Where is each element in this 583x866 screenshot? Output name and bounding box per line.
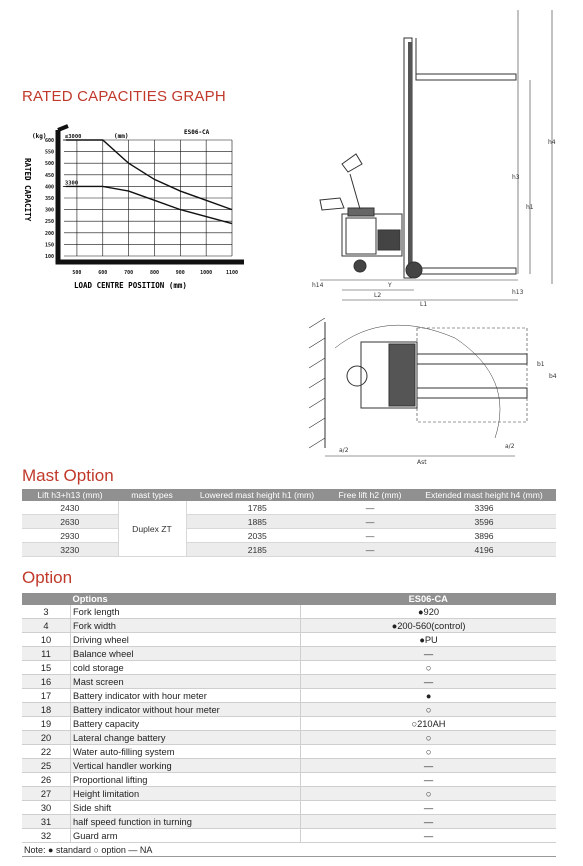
- option-value-cell: ●PU: [301, 633, 557, 647]
- table-row: [22, 759, 556, 773]
- label-y: Y: [388, 282, 392, 289]
- option-name-cell: Battery capacity: [71, 717, 301, 731]
- mast-header-lowered: Lowered mast height h1 (mm): [186, 489, 328, 501]
- x-tick-label: 700: [124, 270, 134, 276]
- chart-frame: [58, 130, 244, 262]
- option-number-cell: 26: [22, 773, 71, 787]
- option-number-cell: 32: [22, 829, 71, 843]
- table-row: [22, 745, 556, 759]
- free-cell: —: [328, 543, 412, 557]
- option-number-cell: 31: [22, 815, 71, 829]
- battery-box: [378, 230, 400, 250]
- y-tick-label: 400: [44, 184, 54, 191]
- table-row: [22, 815, 556, 829]
- option-name-cell: Side shift: [71, 801, 301, 815]
- table-row: [22, 661, 556, 675]
- x-tick-label: 800: [149, 270, 159, 276]
- option-name-cell: Battery indicator with hour meter: [71, 689, 301, 703]
- extended-cell: 4196: [412, 543, 556, 557]
- mast-header-free: Free lift h2 (mm): [328, 489, 412, 501]
- lift-cell: 2630: [22, 515, 118, 529]
- mast-type-cell: Duplex ZT: [118, 501, 186, 557]
- lowered-cell: 1785: [186, 501, 328, 515]
- option-header-num: [22, 593, 71, 605]
- option-name-cell: cold storage: [71, 661, 301, 675]
- table-row: [22, 731, 556, 745]
- y-tick-label: 550: [44, 149, 54, 156]
- label-l1: L1: [420, 301, 428, 308]
- option-number-cell: 10: [22, 633, 71, 647]
- fork-lowered: [416, 268, 516, 274]
- mast-header-extended: Extended mast height h4 (mm): [412, 489, 556, 501]
- option-name-cell: Battery indicator without hour meter: [71, 703, 301, 717]
- option-number-cell: 15: [22, 661, 71, 675]
- option-number-cell: 18: [22, 703, 71, 717]
- option-value-cell: —: [301, 815, 557, 829]
- drive-wheel: [354, 260, 366, 272]
- option-value-cell: ○: [301, 731, 557, 745]
- pallet-outline: [417, 328, 527, 422]
- label-h4: h4: [548, 139, 556, 146]
- option-name-cell: half speed function in turning: [71, 815, 301, 829]
- option-number-cell: 3: [22, 605, 71, 619]
- option-name-cell: Water auto-filling system: [71, 745, 301, 759]
- y-axis-label: RATED CAPACITY: [23, 158, 32, 222]
- table-row: [22, 647, 556, 661]
- option-value-cell: —: [301, 801, 557, 815]
- mast-header-row: [22, 489, 556, 501]
- y-unit-label: (kg): [32, 133, 47, 140]
- x-axis-label: LOAD CENTRE POSITION (mm): [74, 281, 187, 290]
- option-value-cell: ●920: [301, 605, 557, 619]
- option-number-cell: 22: [22, 745, 71, 759]
- top-cover: [348, 208, 374, 216]
- series-label: 3300: [64, 180, 79, 187]
- x-tick-label: 600: [98, 270, 108, 276]
- label-h3: h3: [512, 174, 520, 181]
- option-value-cell: —: [301, 773, 557, 787]
- x-tick-label: 500: [72, 270, 82, 276]
- lowered-cell: 1885: [186, 515, 328, 529]
- note-row: [22, 843, 556, 857]
- y-tick-label: 150: [44, 242, 54, 249]
- y-tick-label: 200: [44, 230, 54, 237]
- option-value-cell: ○: [301, 703, 557, 717]
- y-tick-label: 100: [44, 254, 54, 260]
- option-number-cell: 20: [22, 731, 71, 745]
- top-fork-a: [417, 354, 527, 364]
- table-row: [22, 501, 556, 515]
- fork-raised: [416, 74, 516, 80]
- option-number-cell: 16: [22, 675, 71, 689]
- option-header-row: [22, 593, 556, 605]
- side-view-drawing: [290, 4, 565, 309]
- rated-capacity-chart: [14, 118, 264, 293]
- table-row: [22, 801, 556, 815]
- option-number-cell: 17: [22, 689, 71, 703]
- option-header-model: ES06-CA: [301, 593, 557, 605]
- table-row: [22, 717, 556, 731]
- extended-cell: 3896: [412, 529, 556, 543]
- free-cell: —: [328, 529, 412, 543]
- table-row: [22, 773, 556, 787]
- y-tick-label: 300: [44, 207, 54, 214]
- x-tick-label: 900: [175, 270, 185, 276]
- load-wheel: [406, 262, 422, 278]
- label-a2-left: a/2: [339, 447, 349, 454]
- table-row: [22, 605, 556, 619]
- x-tick-label: 1100: [225, 270, 239, 276]
- x-unit-label: (mm): [114, 133, 129, 140]
- label-a2-right: a/2: [505, 443, 515, 450]
- legend-note: Note: ● standard ○ option — NA: [22, 843, 556, 857]
- table-row: [22, 633, 556, 647]
- option-name-cell: Balance wheel: [71, 647, 301, 661]
- option-name-cell: Guard arm: [71, 829, 301, 843]
- option-header-options: Options: [71, 593, 301, 605]
- top-view-drawing: [305, 318, 565, 466]
- table-row: [22, 703, 556, 717]
- lift-cell: 3230: [22, 543, 118, 557]
- option-title: Option: [22, 568, 73, 587]
- mast-header-lift: Lift h3+h13 (mm): [22, 489, 118, 501]
- option-name-cell: Vertical handler working: [71, 759, 301, 773]
- option-value-cell: ○: [301, 661, 557, 675]
- option-number-cell: 4: [22, 619, 71, 633]
- table-row: [22, 619, 556, 633]
- y-tick-label: 250: [44, 219, 54, 226]
- label-ast: Ast: [417, 459, 427, 466]
- option-name-cell: Mast screen: [71, 675, 301, 689]
- y-tick-label: 500: [44, 161, 54, 168]
- y-tick-label: 350: [44, 196, 54, 202]
- mast-inner: [408, 42, 412, 274]
- mast-option-table: [22, 489, 556, 557]
- lift-cell: 2930: [22, 529, 118, 543]
- free-cell: —: [328, 501, 412, 515]
- table-row: [22, 543, 556, 557]
- label-h1: h1: [526, 204, 534, 211]
- option-value-cell: ○: [301, 745, 557, 759]
- table-row: [22, 675, 556, 689]
- option-value-cell: —: [301, 647, 557, 661]
- x-tick-label: 1000: [200, 270, 213, 276]
- mast-header-type: mast types: [118, 489, 186, 501]
- rated-capacities-title: RATED CAPACITIES GRAPH: [22, 88, 226, 105]
- label-b4: b4: [549, 373, 557, 380]
- table-row: [22, 829, 556, 843]
- top-handle: [347, 366, 367, 386]
- label-h14: h14: [312, 282, 324, 289]
- y-tick-label: 450: [44, 172, 54, 179]
- top-fork-b: [417, 388, 527, 398]
- mast-option-title: Mast Option: [22, 466, 114, 485]
- model-label: ES06-CA: [184, 129, 210, 136]
- option-number-cell: 25: [22, 759, 71, 773]
- option-value-cell: ○210AH: [301, 717, 557, 731]
- table-row: [22, 515, 556, 529]
- extended-cell: 3396: [412, 501, 556, 515]
- tiller-handle: [342, 154, 362, 209]
- option-value-cell: ○: [301, 787, 557, 801]
- top-battery: [389, 344, 415, 406]
- option-number-cell: 30: [22, 801, 71, 815]
- option-name-cell: Fork length: [71, 605, 301, 619]
- option-number-cell: 27: [22, 787, 71, 801]
- tiller-rear: [320, 198, 344, 210]
- label-h13: h13: [512, 289, 524, 296]
- series-label: ≤3000: [64, 134, 82, 140]
- option-value-cell: —: [301, 675, 557, 689]
- option-number-cell: 19: [22, 717, 71, 731]
- option-name-cell: Fork width: [71, 619, 301, 633]
- extended-cell: 3596: [412, 515, 556, 529]
- lowered-cell: 2185: [186, 543, 328, 557]
- body-panel: [346, 218, 376, 254]
- label-b1: b1: [537, 361, 545, 368]
- option-value-cell: —: [301, 829, 557, 843]
- free-cell: —: [328, 515, 412, 529]
- y-tick-label: 600: [44, 138, 54, 144]
- table-row: [22, 689, 556, 703]
- option-name-cell: Lateral change battery: [71, 731, 301, 745]
- option-number-cell: 11: [22, 647, 71, 661]
- lowered-cell: 2035: [186, 529, 328, 543]
- option-name-cell: Proportional lifting: [71, 773, 301, 787]
- option-name-cell: Driving wheel: [71, 633, 301, 647]
- lift-cell: 2430: [22, 501, 118, 515]
- option-value-cell: ●: [301, 689, 557, 703]
- table-row: [22, 787, 556, 801]
- option-table: [22, 593, 556, 857]
- chart-frame-corner: [58, 126, 68, 130]
- series-line: [66, 186, 232, 223]
- option-name-cell: Height limitation: [71, 787, 301, 801]
- label-l2: L2: [374, 292, 382, 299]
- option-value-cell: —: [301, 759, 557, 773]
- table-row: [22, 529, 556, 543]
- option-value-cell: ●200-560(control): [301, 619, 557, 633]
